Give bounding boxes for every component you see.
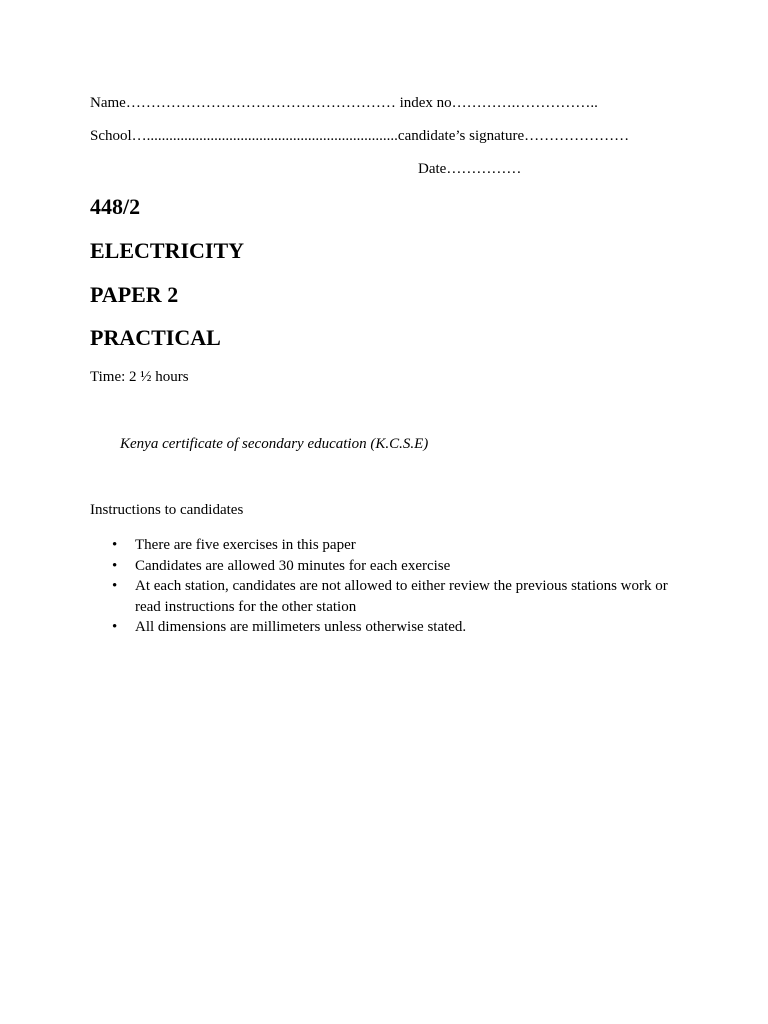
exam-body: Kenya certificate of secondary education (K.C.S.E): [120, 436, 429, 452]
list-item-text: At each station, candidates are not allowed to either review the previous stations work or read instructions for the other station: [135, 578, 668, 615]
paper-type: PRACTICAL: [90, 325, 221, 350]
bullet-icon: •: [112, 578, 118, 594]
bullet-icon: •: [112, 557, 118, 574]
subject-title: ELECTRICITY: [90, 238, 245, 263]
list-item-text: All dimensions are millimeters unless otherwise stated.: [135, 619, 467, 635]
paper-number: PAPER 2: [90, 282, 179, 307]
bullet-icon: •: [112, 619, 118, 635]
list-item: [112, 556, 692, 577]
list-item-text: There are five exercises in this paper: [135, 537, 356, 553]
date-line: Date……………: [418, 161, 522, 177]
school-signature-line: School…...................................................................candidate’s signature…………………: [90, 128, 630, 144]
instructions-heading: Instructions to candidates: [90, 502, 244, 518]
list-item-text: Candidates are allowed 30 minutes for each exercise: [135, 557, 451, 574]
list-item: [112, 535, 692, 556]
instructions-list: [112, 535, 692, 638]
paper-code: 448/2: [90, 194, 141, 219]
name-index-line: Name……………………………………………… index no………….……………..: [90, 95, 598, 111]
list-item: [112, 576, 692, 617]
bullet-icon: •: [112, 537, 118, 553]
time-allowed: Time: 2 ½ hours: [90, 369, 189, 385]
list-item: [112, 617, 692, 638]
